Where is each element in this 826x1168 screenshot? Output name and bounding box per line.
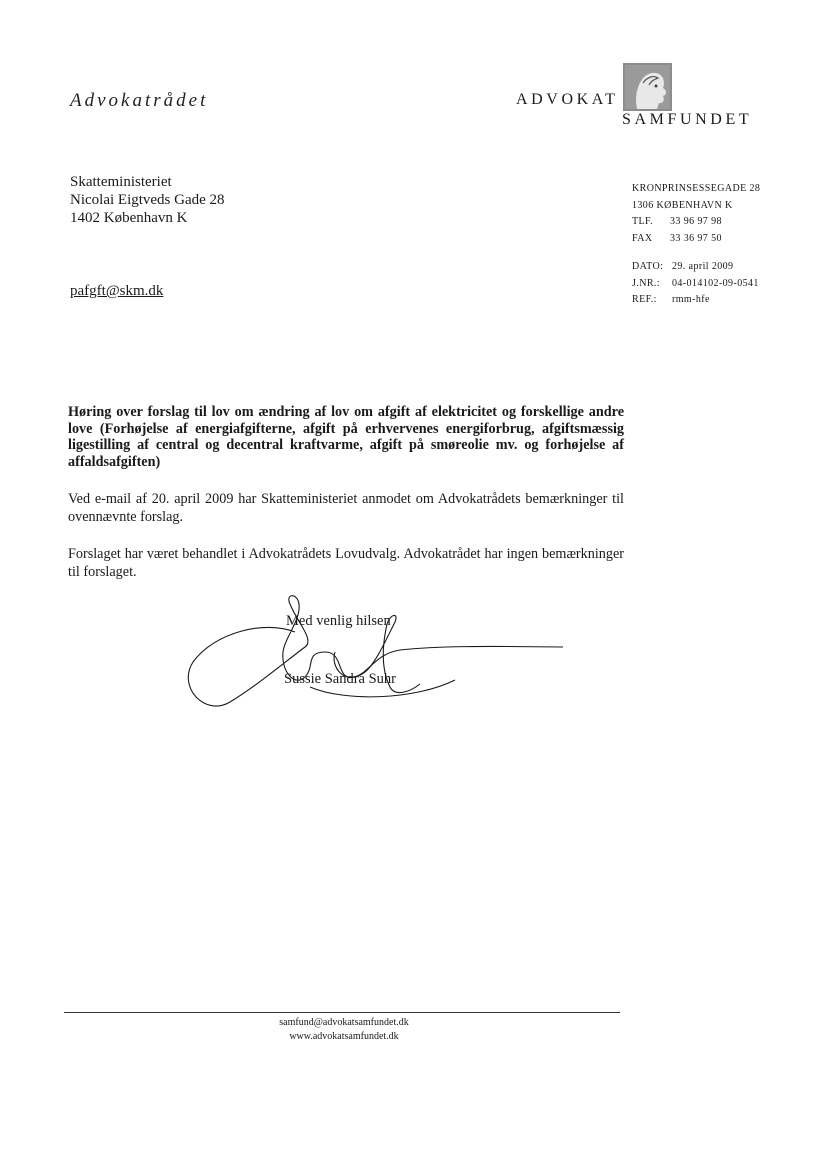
recipient-street: Nicolai Eigtveds Gade 28 bbox=[70, 192, 225, 208]
date-label: DATO: bbox=[632, 261, 664, 272]
body-paragraph-2: Forslaget har været behandlet i Advokatrådets Lovudvalg. Advokatrådet har ingen bemærkninger til forslaget. bbox=[68, 546, 624, 580]
recipient-city: 1402 København K bbox=[70, 210, 188, 226]
sender-ref-row bbox=[632, 292, 760, 309]
signer-name: Sussie Sandra Suhr bbox=[284, 671, 396, 687]
advokatsamfundet-logo-icon bbox=[623, 63, 672, 111]
handwritten-signature-icon bbox=[185, 592, 565, 722]
advokatsamfundet-wordmark-line2: SAMFUNDET bbox=[622, 111, 753, 128]
sender-fax-row bbox=[632, 231, 760, 248]
ref-value: rmm-hfe bbox=[672, 294, 710, 305]
jnr-label: J.NR.: bbox=[632, 277, 660, 289]
recipient-email-link[interactable]: pafgft@skm.dk bbox=[70, 283, 164, 299]
sender-info-block bbox=[632, 181, 760, 309]
date-value: 29. april 2009 bbox=[672, 261, 734, 272]
advokatsamfundet-wordmark-line1: ADVOKAT bbox=[516, 91, 619, 108]
phone-label: TLF. bbox=[632, 216, 654, 227]
sender-city: 1306 KØBENHAVN K bbox=[632, 199, 733, 211]
sender-street: KRONPRINSESSEGADE 28 bbox=[632, 183, 761, 194]
footer-email-link[interactable]: samfund@advokatsamfundet.dk bbox=[279, 1017, 409, 1028]
sender-phone-row bbox=[632, 214, 760, 231]
recipient-name: Skatteministeriet bbox=[70, 174, 172, 190]
closing-greeting: Med venlig hilsen bbox=[286, 613, 391, 629]
letter-subject: Høring over forslag til lov om ændring af lov om afgift af elektricitet og forskellige andre love (Forhøjelse af energiafgifterne, afgift på erhvervenes energiforbrug, afgiftsmæssig ligestilling af central og decentral kraftvarme, afgift på smøreolie mv. og forhøjelse af affaldsafgiften) bbox=[68, 404, 624, 470]
footer-web-link[interactable]: www.advokatsamfundet.dk bbox=[289, 1031, 399, 1042]
jnr-value: 04-014102-09-0541 bbox=[672, 277, 759, 289]
recipient-address bbox=[70, 173, 225, 227]
fax-label: FAX bbox=[632, 232, 653, 244]
sender-jnr-row bbox=[632, 276, 760, 293]
body-paragraph-1: Ved e-mail af 20. april 2009 har Skatteministeriet anmodet om Advokatrådets bemærkninger til ovennævnte forslag. bbox=[68, 491, 624, 525]
footer-divider bbox=[64, 1012, 620, 1013]
ref-label: REF.: bbox=[632, 294, 657, 305]
advokatraadet-wordmark: Advokatrådet bbox=[70, 90, 209, 111]
fax-value: 33 36 97 50 bbox=[670, 232, 722, 244]
sender-date-row bbox=[632, 259, 760, 276]
footer-contact bbox=[264, 1016, 424, 1044]
phone-value: 33 96 97 98 bbox=[670, 216, 722, 227]
